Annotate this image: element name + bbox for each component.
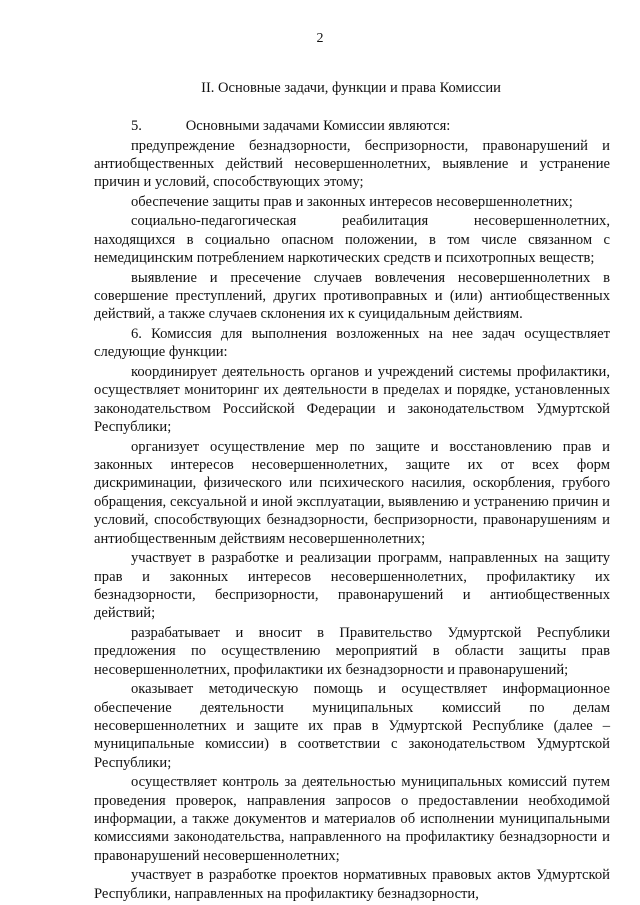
paragraph: участвует в разработке и реализации программ, направленных на защиту прав и законных интересов несовершеннолетних, профилактику их безнадзорности, беспризорности, правонарушений и антиобщественных действий; [94,550,610,622]
paragraph: выявление и пресечение случаев вовлечения несовершеннолетних в совершение преступлений, других противоправных и (или) антиобщественных действий, а также случаев склонения их к суицидальным действиям. [94,269,610,323]
body-text [94,117,610,903]
paragraph-functions-intro: 6. Комиссия для выполнения возложенных на нее задач осуществляет следующие функции: [94,325,610,361]
paragraph: обеспечение защиты прав и законных интересов несовершеннолетних; [131,193,573,210]
paragraph: участвует в разработке проектов нормативных правовых актов Удмуртской Республики, направленных на профилактику безнадзорности, [94,867,610,902]
paragraph: социально-педагогическая реабилитация несовершеннолетних, находящихся в социально опасном положении, в том числе связанном с немедицинским потреблением наркотических средств и психотропных веществ; [94,213,610,267]
paragraph: осуществляет контроль за деятельностью муниципальных комиссий путем проведения проверок, направления запросов о предоставлении необходимой информации, а также документов и материалов об исполнении муниципальными комиссиями законодательства, направленного на профилактику безнадзорности и правонарушений несовершеннолетних; [94,774,610,864]
paragraph-tasks-intro: 5. Основными задачами Комиссии являются: [131,118,451,134]
paragraph: оказывает методическую помощь и осуществляет информационное обеспечение деятельности муниципальных комиссий по делам несовершеннолетних и защите их прав в Удмуртской Республике (далее – муниципальные комиссии) в соответствии с законодательством Удмуртской Республики; [94,681,610,771]
paragraph: координирует деятельность органов и учреждений системы профилактики, осуществляет мониторинг их деятельности в пределах и порядке, установленных законодательством Российской Федерации и законодательством Удмуртской Республики; [94,363,610,436]
paragraph: предупреждение безнадзорности, беспризорности, правонарушений и антиобщественных действий несовершеннолетних, выявление и устранение причин и условий, способствующих этому; [94,137,610,191]
paragraph: организует осуществление мер по защите и восстановлению прав и законных интересов несовершеннолетних, защите их от всех форм дискриминации, физического или психического насилия, оскорбления, грубого обращения, сексуальной и иной эксплуатации, выявлению и устранению причин и условий, способствующих безнадзорности, беспризорности, правонарушениям и антиобщественным действиям несовершеннолетних; [94,438,610,547]
paragraph: разрабатывает и вносит в Правительство Удмуртской Республики предложения по осуществлению мероприятий в области защиты прав несовершеннолетних, профилактики их безнадзорности и правонарушений; [94,624,610,678]
page-number: 2 [316,31,324,46]
section-heading: II. Основные задачи, функции и права Комиссии [201,80,501,96]
